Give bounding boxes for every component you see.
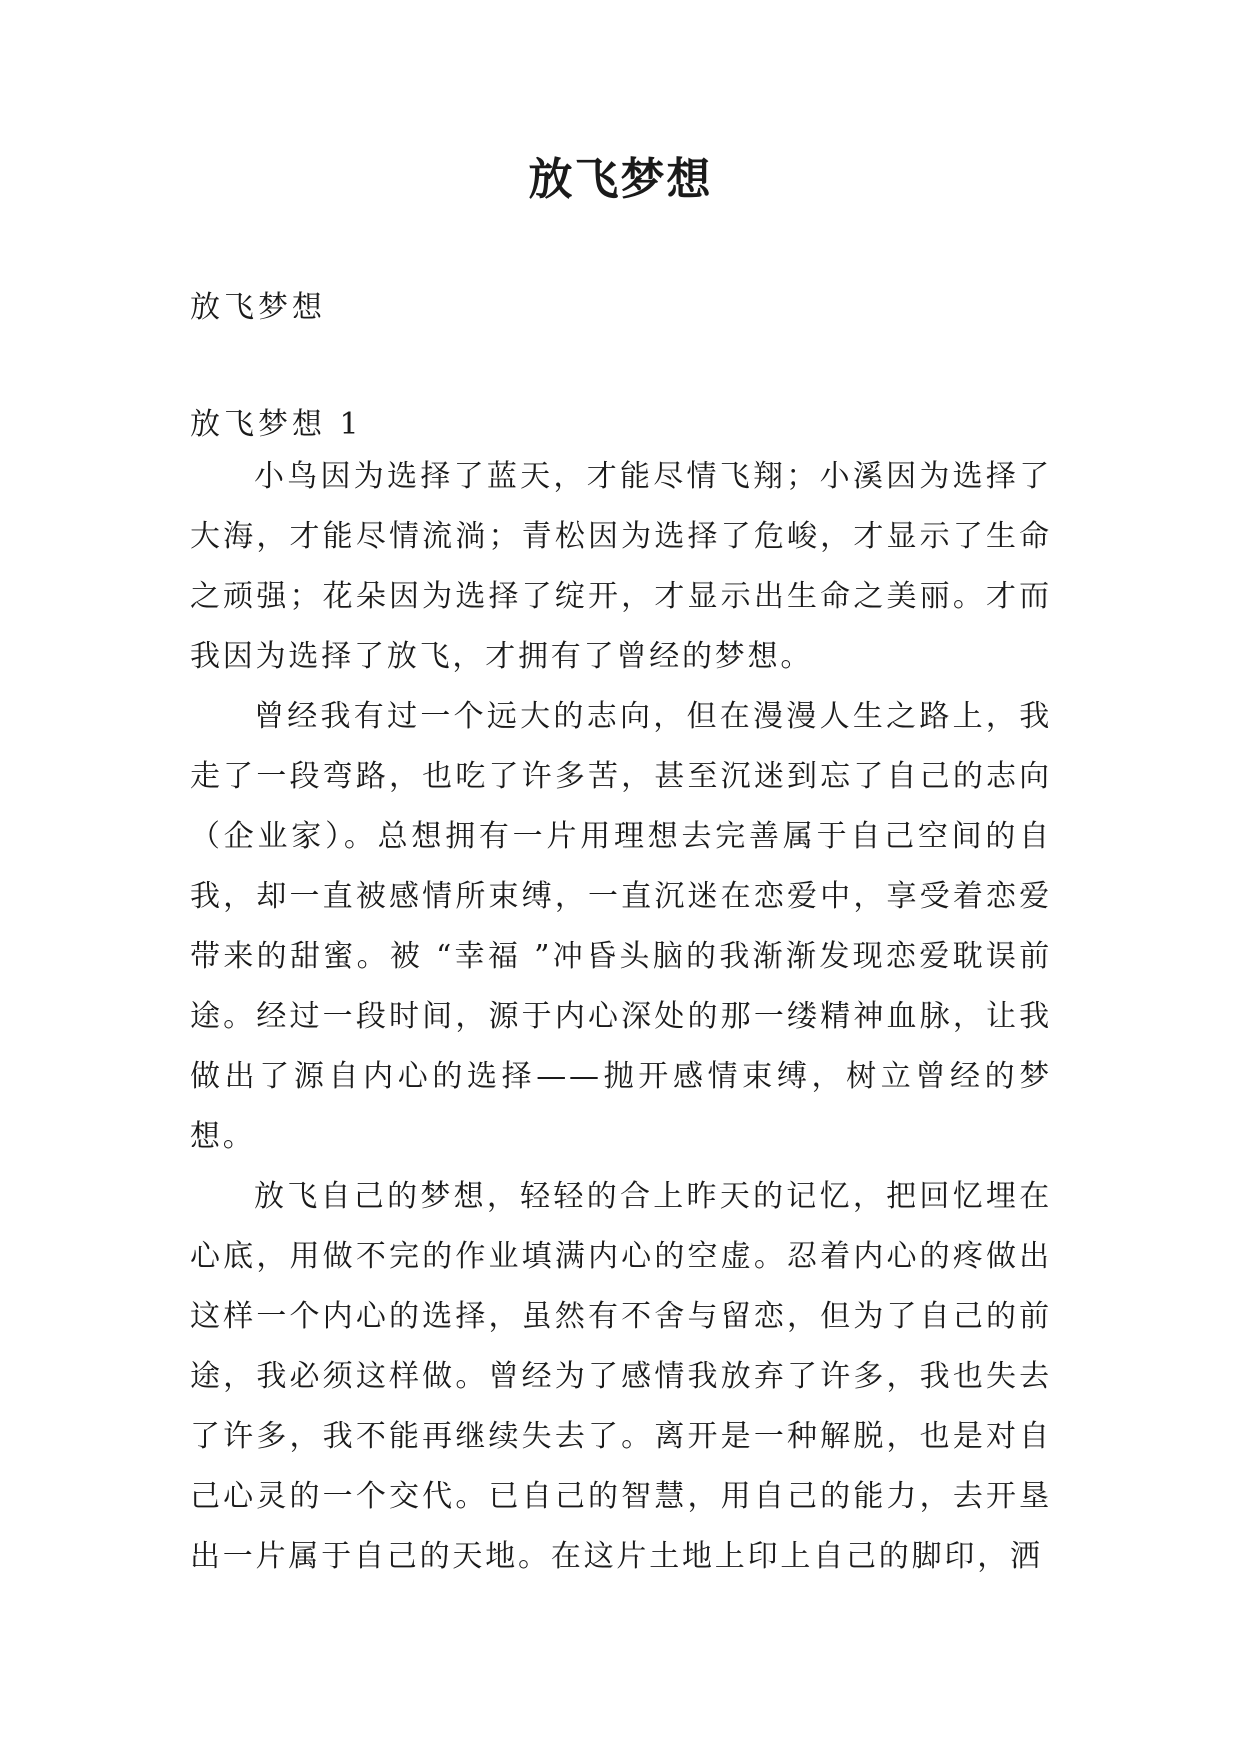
document-title: 放飞梦想 (528, 154, 713, 205)
section-title: 放飞梦想 1 (190, 407, 363, 442)
paragraph-3: 放飞自己的梦想，轻轻的合上昨天的记忆，把回忆埋在心底，用做不完的作业填满内心的空虚。忍着内心的疼做出这样一个内心的选择，虽然有不舍与留恋，但为了自己的前途，我必须这样做。曾经为了感情我放弃了许多，我也失去了许多，我不能再继续失去了。离开是一种解脱，也是对自己心灵的一个交代。已自己的智慧，用自己的能力，去开垦出一片属于自己的天地。在这片土地上印上自己的脚印，洒 (190, 1179, 1052, 1574)
paragraph-2: 曾经我有过一个远大的志向，但在漫漫人生之路上，我走了一段弯路，也吃了许多苦，甚至沉迷到忘了自己的志向（企业家）。总想拥有一片用理想去完善属于自己空间的自我，却一直被感情所束缚，一直沉迷在恋爱中，享受着恋爱带来的甜蜜。被 “幸福 ”冲昏头脑的我渐渐发现恋爱耽误前途。经过一段时间，源于内心深处的那一缕精神血脉，让我做出了源自内心的选择——抛开感情束缚，树立曾经的梦想。 (190, 699, 1052, 1154)
document-subtitle: 放飞梦想 (190, 290, 326, 325)
document-body (190, 285, 1052, 1587)
paragraph-1: 小鸟因为选择了蓝天，才能尽情飞翔；小溪因为选择了大海，才能尽情流淌；青松因为选择了危峻，才显示了生命之顽强；花朵因为选择了绽开，才显示出生命之美丽。才而我因为选择了放飞，才拥有了曾经的梦想。 (190, 459, 1052, 674)
